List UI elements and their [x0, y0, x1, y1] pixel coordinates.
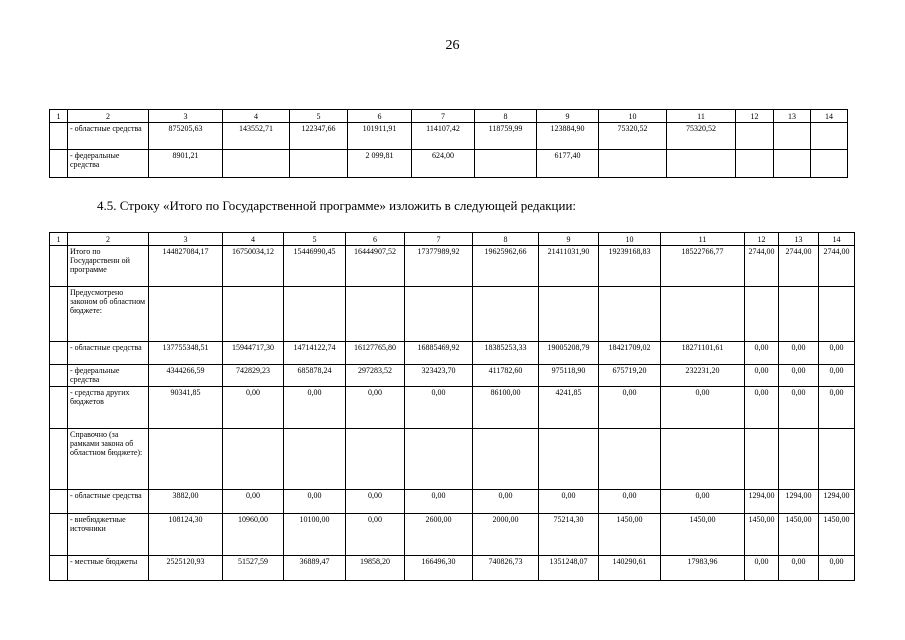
- table-cell: [745, 287, 779, 342]
- table-cell: 2744,00: [779, 246, 819, 287]
- table-cell: 2 099,81: [348, 150, 412, 178]
- table-cell: 1450,00: [599, 514, 661, 556]
- table-cell: 14714122,74: [284, 342, 346, 365]
- row-label: - областные средства: [68, 342, 149, 365]
- table-cell: 51527,59: [223, 556, 284, 581]
- column-header: 10: [599, 110, 667, 123]
- table-cell: 118759,99: [475, 123, 537, 150]
- row-label: - средства других бюджетов: [68, 387, 149, 429]
- column-header: 11: [661, 233, 745, 246]
- table-cell: 0,00: [745, 556, 779, 581]
- row-label: - внебюджетные источники: [68, 514, 149, 556]
- table-cell: 2600,00: [405, 514, 473, 556]
- table-cell: [811, 123, 848, 150]
- table-cell: 1294,00: [779, 490, 819, 514]
- column-header: 13: [774, 110, 811, 123]
- table-cell: 0,00: [223, 387, 284, 429]
- table-cell: 123884,90: [537, 123, 599, 150]
- page-number: 26: [445, 38, 460, 53]
- table-cell: 18421709,02: [599, 342, 661, 365]
- table-row: [50, 342, 855, 365]
- row-label: Справочно (за рамками закона об областном бюджете):: [68, 429, 149, 490]
- table-cell: [346, 429, 405, 490]
- table-cell: 0,00: [346, 514, 405, 556]
- column-header: 2: [68, 233, 149, 246]
- table-cell: [223, 287, 284, 342]
- table-cell: 297283,52: [346, 365, 405, 387]
- table-cell: 90341,85: [149, 387, 223, 429]
- row-number-cell: [50, 150, 68, 178]
- row-number-cell: [50, 287, 68, 342]
- column-header: 1: [50, 233, 68, 246]
- table-program-total: [49, 232, 855, 581]
- table-row: [50, 514, 855, 556]
- table-cell: 411782,60: [473, 365, 539, 387]
- row-label: - местные бюджеты: [68, 556, 149, 581]
- column-header: 8: [473, 233, 539, 246]
- table-cell: 3882,00: [149, 490, 223, 514]
- row-number-cell: [50, 556, 68, 581]
- table-cell: 0,00: [346, 387, 405, 429]
- table-cell: 0,00: [599, 490, 661, 514]
- table-cell: 21411031,90: [539, 246, 599, 287]
- table-cell: [779, 287, 819, 342]
- table-cell: [290, 150, 348, 178]
- column-header: 14: [811, 110, 848, 123]
- table-cell: 0,00: [223, 490, 284, 514]
- table-cell: 4241,85: [539, 387, 599, 429]
- column-header: 11: [667, 110, 736, 123]
- table-cell: 4344266,59: [149, 365, 223, 387]
- table-cell: 0,00: [779, 556, 819, 581]
- table-cell: [811, 150, 848, 178]
- column-header: 5: [290, 110, 348, 123]
- table-cell: [774, 123, 811, 150]
- row-label: Предусмотрено законом об областном бюджете:: [68, 287, 149, 342]
- row-number-cell: [50, 365, 68, 387]
- table-cell: 1294,00: [819, 490, 855, 514]
- column-header: 7: [405, 233, 473, 246]
- column-header: 9: [537, 110, 599, 123]
- table-cell: [745, 429, 779, 490]
- table-cell: 0,00: [819, 556, 855, 581]
- table-cell: 19625962,66: [473, 246, 539, 287]
- column-header: 12: [736, 110, 774, 123]
- table-cell: 742829,23: [223, 365, 284, 387]
- table-cell: 101911,91: [348, 123, 412, 150]
- table-cell: 108124,30: [149, 514, 223, 556]
- table-cell: 10960,00: [223, 514, 284, 556]
- table-cell: 6177,40: [537, 150, 599, 178]
- table-cell: 0,00: [284, 387, 346, 429]
- table-row: [50, 387, 855, 429]
- table-cell: 0,00: [819, 387, 855, 429]
- row-number-cell: [50, 342, 68, 365]
- row-number-cell: [50, 387, 68, 429]
- table-cell: 0,00: [284, 490, 346, 514]
- table-cell: 1450,00: [819, 514, 855, 556]
- table-cell: 17983,96: [661, 556, 745, 581]
- table-cell: [475, 150, 537, 178]
- table-cell: [819, 287, 855, 342]
- column-header: 4: [223, 233, 284, 246]
- table-cell: 8901,21: [149, 150, 223, 178]
- column-header: 7: [412, 110, 475, 123]
- row-number-cell: [50, 246, 68, 287]
- table-cell: 0,00: [405, 490, 473, 514]
- section-heading: 4.5. Строку «Итого по Государственной программе» изложить в следующей редакции:: [97, 198, 577, 213]
- table-cell: 975118,90: [539, 365, 599, 387]
- table-row: [50, 287, 855, 342]
- table-cell: 0,00: [745, 365, 779, 387]
- table-cell: 17377989,92: [405, 246, 473, 287]
- table-cell: [599, 150, 667, 178]
- row-number-cell: [50, 514, 68, 556]
- table-cell: 1351248,07: [539, 556, 599, 581]
- table-header-row: [50, 110, 848, 123]
- table-cell: 75320,52: [599, 123, 667, 150]
- column-header: 3: [149, 110, 223, 123]
- table-cell: 0,00: [346, 490, 405, 514]
- table-row: [50, 150, 848, 178]
- table-cell: [539, 287, 599, 342]
- table-cell: 122347,66: [290, 123, 348, 150]
- table-cell: 16750034,12: [223, 246, 284, 287]
- table-cell: [736, 123, 774, 150]
- table-cell: 0,00: [661, 490, 745, 514]
- table-cell: 143552,71: [223, 123, 290, 150]
- table-cell: 232231,20: [661, 365, 745, 387]
- table-row: [50, 123, 848, 150]
- table-cell: 18522766,77: [661, 246, 745, 287]
- row-label: - федеральные средства: [68, 150, 149, 178]
- table-cell: [473, 287, 539, 342]
- table-cell: 0,00: [819, 342, 855, 365]
- table-cell: [405, 429, 473, 490]
- table-cell: 75320,52: [667, 123, 736, 150]
- table-cell: 114107,42: [412, 123, 475, 150]
- table-cell: 36889,47: [284, 556, 346, 581]
- table-cell: 16127765,80: [346, 342, 405, 365]
- table-row: [50, 429, 855, 490]
- table-cell: 15944717,30: [223, 342, 284, 365]
- column-header: 1: [50, 110, 68, 123]
- table-cell: 675719,20: [599, 365, 661, 387]
- column-header: 13: [779, 233, 819, 246]
- column-header: 3: [149, 233, 223, 246]
- table-cell: 624,00: [412, 150, 475, 178]
- table-cell: [346, 287, 405, 342]
- column-header: 4: [223, 110, 290, 123]
- table-cell: 140290,61: [599, 556, 661, 581]
- table-cell: [284, 429, 346, 490]
- row-number-cell: [50, 490, 68, 514]
- table-cell: 18385253,33: [473, 342, 539, 365]
- table-cell: [661, 429, 745, 490]
- column-header: 5: [284, 233, 346, 246]
- table-cell: 685878,24: [284, 365, 346, 387]
- table-cell: 1294,00: [745, 490, 779, 514]
- column-header: 6: [346, 233, 405, 246]
- table-cell: 875205,63: [149, 123, 223, 150]
- table-cell: 137755348,51: [149, 342, 223, 365]
- table-cell: 86100,00: [473, 387, 539, 429]
- table-cell: [661, 287, 745, 342]
- table-cell: [473, 429, 539, 490]
- table-row: [50, 365, 855, 387]
- table-cell: [779, 429, 819, 490]
- table-cell: 0,00: [745, 387, 779, 429]
- table-cell: 1450,00: [779, 514, 819, 556]
- table-cell: 0,00: [405, 387, 473, 429]
- column-header: 8: [475, 110, 537, 123]
- column-header: 10: [599, 233, 661, 246]
- table-cell: [223, 429, 284, 490]
- table-cell: 0,00: [819, 365, 855, 387]
- table-cell: 0,00: [745, 342, 779, 365]
- table-cell: 0,00: [779, 342, 819, 365]
- table-row: [50, 556, 855, 581]
- table-cell: 2744,00: [819, 246, 855, 287]
- table-cell: [774, 150, 811, 178]
- table-cell: 2000,00: [473, 514, 539, 556]
- table-cell: 0,00: [661, 387, 745, 429]
- table-cell: 16444907,52: [346, 246, 405, 287]
- table-cell: [736, 150, 774, 178]
- table-cell: [149, 429, 223, 490]
- table-cell: 19858,20: [346, 556, 405, 581]
- table-cell: 144827084,17: [149, 246, 223, 287]
- row-label: - областные средства: [68, 123, 149, 150]
- table-cell: 0,00: [473, 490, 539, 514]
- table-cell: 15446990,45: [284, 246, 346, 287]
- table-cell: 740826,73: [473, 556, 539, 581]
- column-header: 12: [745, 233, 779, 246]
- table-cell: [819, 429, 855, 490]
- table-cell: [599, 287, 661, 342]
- table-cell: [284, 287, 346, 342]
- table-cell: 2744,00: [745, 246, 779, 287]
- column-header: 2: [68, 110, 149, 123]
- row-label: - федеральные средства: [68, 365, 149, 387]
- column-header: 9: [539, 233, 599, 246]
- row-number-cell: [50, 429, 68, 490]
- table-cell: [539, 429, 599, 490]
- table-cell: 1450,00: [745, 514, 779, 556]
- column-header: 6: [348, 110, 412, 123]
- table-cell: 166496,30: [405, 556, 473, 581]
- table-cell: [223, 150, 290, 178]
- table-cell: 0,00: [599, 387, 661, 429]
- table-cell: 18271101,61: [661, 342, 745, 365]
- row-label: Итого по Государственн ой программе: [68, 246, 149, 287]
- table-cell: [405, 287, 473, 342]
- table-cell: 0,00: [779, 365, 819, 387]
- table-row: [50, 490, 855, 514]
- table-cell: 16885469,92: [405, 342, 473, 365]
- table-cell: 2525120,93: [149, 556, 223, 581]
- table-cell: 1450,00: [661, 514, 745, 556]
- table-header-row: [50, 233, 855, 246]
- table-cell: [149, 287, 223, 342]
- table-cell: 19239168,83: [599, 246, 661, 287]
- table-continuation: [49, 109, 848, 178]
- table-cell: 75214,30: [539, 514, 599, 556]
- table-cell: 0,00: [539, 490, 599, 514]
- table-cell: 323423,70: [405, 365, 473, 387]
- row-label: - областные средства: [68, 490, 149, 514]
- table-cell: [599, 429, 661, 490]
- table-row: [50, 246, 855, 287]
- table-cell: 10100,00: [284, 514, 346, 556]
- table-cell: 0,00: [779, 387, 819, 429]
- row-number-cell: [50, 123, 68, 150]
- table-cell: [667, 150, 736, 178]
- table-cell: 19005208,79: [539, 342, 599, 365]
- column-header: 14: [819, 233, 855, 246]
